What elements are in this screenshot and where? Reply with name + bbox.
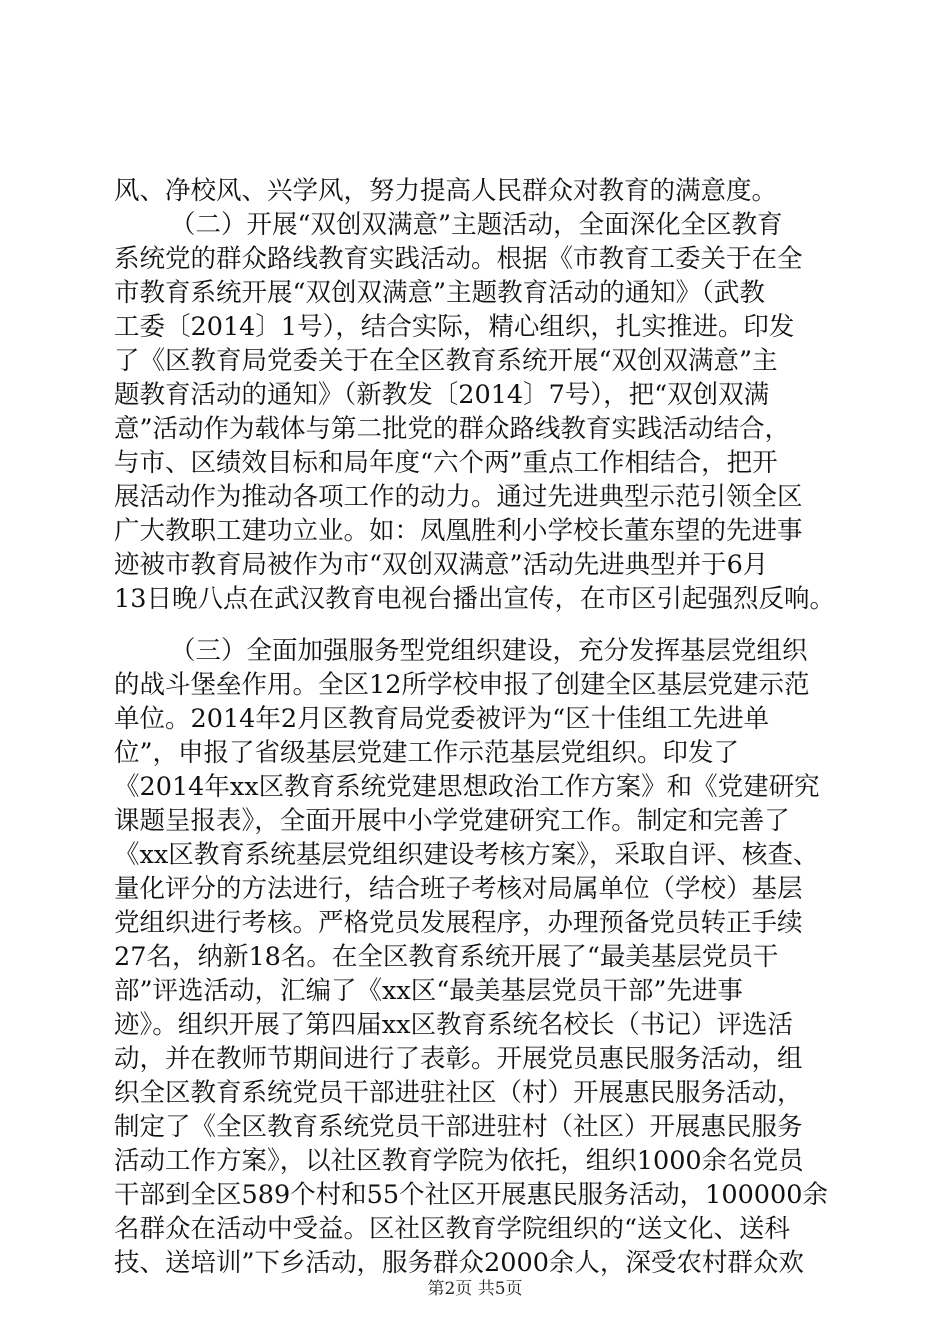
text-line: 位”，申报了省级基层党建工作示范基层党组织。印发了 — [114, 738, 740, 768]
text-line: 量化评分的方法进行，结合班子考核对局属单位（学校）基层 — [114, 874, 803, 904]
text-line: 27名，纳新18名。在全区教育系统开展了“最美基层党员干 — [114, 942, 779, 972]
text-line: 名群众在活动中受益。区社区教育学院组织的“送文化、送科 — [114, 1214, 791, 1244]
text-line: 迹被市教育局被作为市“双创双满意”活动先进典型并于6月 — [114, 550, 769, 580]
text-line: 风、净校风、兴学风，努力提高人民群众对教育的满意度。 — [114, 176, 778, 206]
text-line: 意”活动作为载体与第二批党的群众路线教育实践活动结合， — [114, 414, 791, 444]
text-line: （三）全面加强服务型党组织建设，充分发挥基层党组织 — [170, 636, 808, 666]
text-line: 织全区教育系统党员干部进驻社区（村）开展惠民服务活动， — [114, 1078, 803, 1108]
text-line: 技、送培训”下乡活动，服务群众2000余人，深受农村群众欢 — [114, 1248, 804, 1278]
text-line: 迹》。组织开展了第四届xx区教育系统名校长（书记）评选活 — [114, 1010, 794, 1040]
text-line: 动，并在教师节期间进行了表彰。开展党员惠民服务活动，组 — [114, 1044, 803, 1074]
text-line: 课题呈报表》，全面开展中小学党建研究工作。制定和完善了 — [114, 806, 790, 836]
text-line: 部”评选活动，汇编了《xx区“最美基层党员干部”先进事 — [114, 976, 743, 1006]
text-line: 的战斗堡垒作用。全区12所学校申报了创建全区基层党建示范 — [114, 670, 810, 700]
text-line: 干部到全区589个村和55个社区开展惠民服务活动，100000余 — [114, 1180, 828, 1210]
text-line: 广大教职工建功立业。如：凤凰胜利小学校长董东望的先进事 — [114, 516, 803, 546]
text-line: 单位。2014年2月区教育局党委被评为“区十佳组工先进单 — [114, 704, 770, 734]
text-line: 制定了《全区教育系统党员干部进驻村（社区）开展惠民服务 — [114, 1112, 803, 1142]
text-line: 展活动作为推动各项工作的动力。通过先进典型示范引领全区 — [114, 482, 803, 512]
page-footer: 第2页 共5页 — [427, 1279, 523, 1299]
text-line: 了《区教育局党委关于在全区教育系统开展“双创双满意”主 — [114, 346, 778, 376]
text-line: 党组织进行考核。严格党员发展程序，办理预备党员转正手续 — [114, 908, 803, 938]
text-line: 系统党的群众路线教育实践活动。根据《市教育工委关于在全 — [114, 244, 803, 274]
text-line: 《xx区教育系统基层党组织建设考核方案》，采取自评、核查、 — [114, 840, 819, 870]
text-line: 工委〔2014〕1号），结合实际，精心组织，扎实推进。印发 — [114, 312, 795, 342]
text-line: 《2014年xx区教育系统党建思想政治工作方案》和《党建研究 — [114, 772, 820, 802]
text-line: 题教育活动的通知》（新教发〔2014〕7号），把“双创双满 — [114, 380, 770, 410]
text-line: （二）开展“双创双满意”主题活动，全面深化全区教育 — [170, 210, 783, 240]
text-line: 13日晚八点在武汉教育电视台播出宣传，在市区引起强烈反响。 — [114, 584, 835, 614]
text-line: 活动工作方案》，以社区教育学院为依托，组织1000余名党员 — [114, 1146, 804, 1176]
text-line: 市教育系统开展“双创双满意”主题教育活动的通知》（武教 — [114, 278, 765, 308]
text-line: 与市、区绩效目标和局年度“六个两”重点工作相结合，把开 — [114, 448, 778, 478]
